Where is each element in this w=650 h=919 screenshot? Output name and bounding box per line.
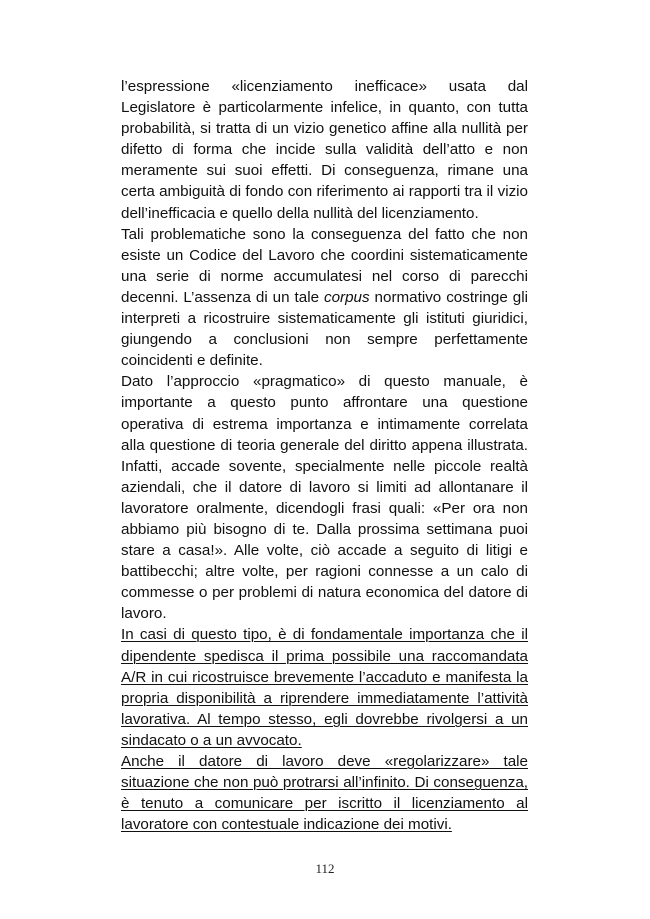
paragraph-text: l’espressione «licenziamento inefficace» usata dal Legislatore è particolarmente infelice, in quanto, con tutta probabilità, si tratta di un vizio genetico affine alla nullità per difetto di forma che incide sulla validità dell’atto e non meramente sui suoi effetti. Di conseguenza, rimane una certa ambiguità di fondo con riferimento ai rapporti tra il vizio dell’inefficacia e quello della nullità del licenziamento. (121, 78, 528, 222)
paragraph (121, 371, 528, 624)
paragraph (121, 224, 528, 372)
paragraph (121, 624, 528, 751)
paragraph-text: Tali problematiche sono la conseguenza del fatto che non esiste un Codice del Lavoro che coordini sistematicamente una serie di norme accumulatesi nel corso di parecchi decenni. L’assenza di un tale (121, 225, 528, 306)
page-number: 112 (315, 861, 335, 876)
paragraph (121, 751, 528, 835)
paragraph (121, 76, 528, 224)
paragraph-text: Dato l’approccio «pragmatico» di questo manuale, è importante a questo punto affrontare una questione operativa di estrema importanza e intimamente correlata alla questione di teoria generale del diritto appena illustrata. Infatti, accade sovente, specialmente nelle piccole realtà aziendali, che il datore di lavoro si limiti ad allontanare il lavoratore oralmente, dicendogli frasi quali: «Per ora non abbiamo più bisogno di te. Dalla prossima settimana puoi stare a casa!». Alle volte, ciò accade a seguito di litigi e battibecchi; altre volte, per ragioni connesse a un calo di commesse o per problemi di natura economica del datore di lavoro. (121, 373, 528, 623)
italic-term: corpus (324, 288, 370, 306)
paragraph-text: In casi di questo tipo, è di fondamentale importanza che il dipendente spedisca il prima possibile una raccomandata A/R in cui ricostruisce brevemente l’accaduto e manifesta la propria disponibilità a riprendere immediatamente l’attività lavorativa. Al tempo stesso, egli dovrebbe rivolgersi a un sindacato o a un avvocato. (121, 626, 528, 749)
paragraph-text: Anche il datore di lavoro deve «regolarizzare» tale situazione che non può protrarsi all’infinito. Di conseguenza, è tenuto a comunicare per iscritto il licenziamento al lavoratore con contestuale indicazione dei motivi. (121, 753, 528, 834)
paragraph-text: normativo costringe gli interpreti a ricostruire sistematicamente gli istituti giuridici, giungendo a conclusioni non sempre perfettamente coincidenti e definite. (121, 288, 528, 370)
page-body (121, 76, 528, 835)
